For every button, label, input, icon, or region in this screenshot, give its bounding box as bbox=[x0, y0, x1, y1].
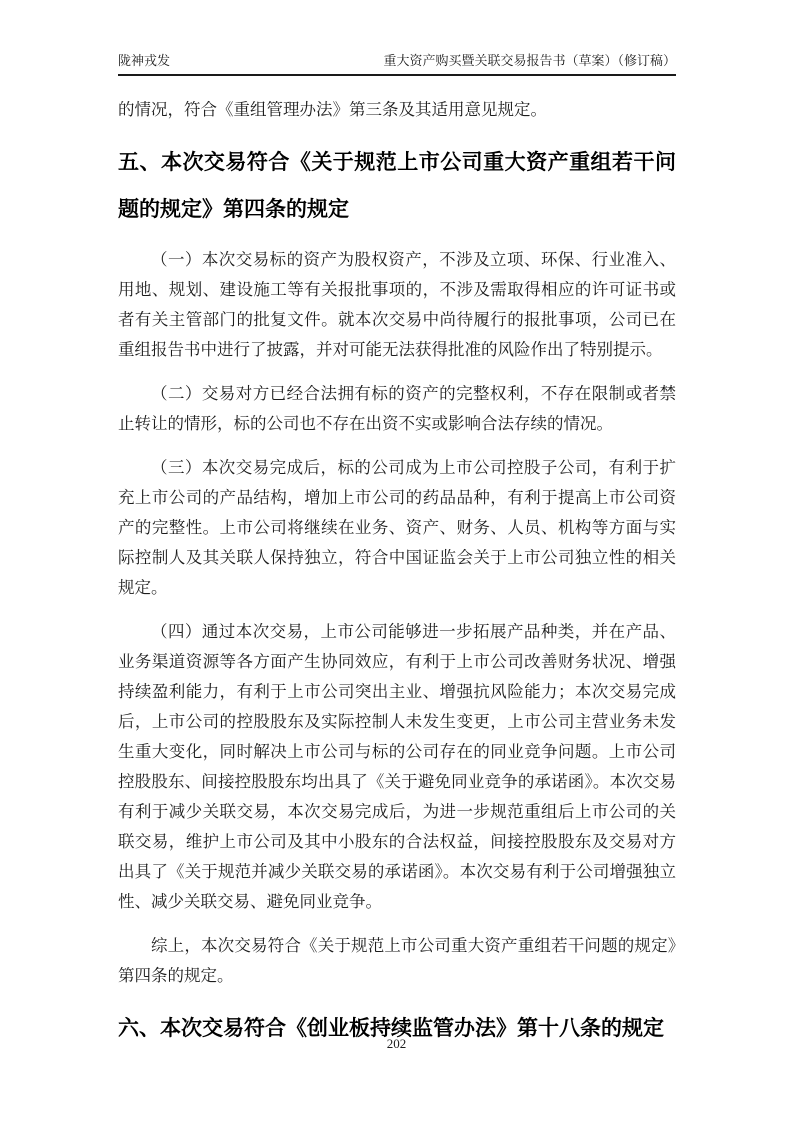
paragraph-item-4: （四）通过本次交易，上市公司能够进一步拓展产品种类，并在产品、业务渠道资源等各方面产生协同效应，有利于上市公司改善财务状况、增强持续盈利能力，有利于上市公司突出主业、增强抗风险能力；本次交易完成后，上市公司的控股股东及实际控制人未发生变更，上市公司主营业务未发生重大变化，同时解决上市公司与标的公司存在的同业竞争问题。上市公司控股股东、间接控股股东均出具了《关于避免同业竞争的承诺函》。本次交易有利于减少关联交易，本次交易完成后，为进一步规范重组后上市公司的关联交易，维护上市公司及其中小股东的合法权益，间接控股股东及交易对方出具了《关于规范并减少关联交易的承诺函》。本次交易有利于公司增强独立性、减少关联交易、避免同业竞争。 bbox=[118, 622, 676, 911]
paragraph-item-1: （一）本次交易标的资产为股权资产，不涉及立项、环保、行业准入、用地、规划、建设施工等有关报批事项的，不涉及需取得相应的许可证书或者有关主管部门的批复文件。就本次交易中尚待履行的报批事项，公司已在重组报告书中进行了披露，并对可能无法获得批准的风险作出了特别提示。 bbox=[118, 250, 676, 359]
section-heading-5: 五、本次交易符合《关于规范上市公司重大资产重组若干问题的规定》第四条的规定 bbox=[118, 151, 676, 221]
page-number: 202 bbox=[386, 1036, 407, 1051]
page-footer bbox=[0, 1036, 793, 1052]
section-heading-6: 六、本次交易符合《创业板持续监管办法》第十八条的规定 bbox=[118, 1017, 664, 1040]
document-body bbox=[118, 95, 676, 1052]
page-header bbox=[118, 52, 676, 76]
paragraph-summary: 综上，本次交易符合《关于规范上市公司重大资产重组若干问题的规定》第四条的规定。 bbox=[118, 936, 676, 985]
continuation-paragraph: 的情况，符合《重组管理办法》第三条及其适用意见规定。 bbox=[118, 100, 547, 119]
header-document-title: 重大资产购买暨关联交易报告书（草案）（修订稿） bbox=[383, 53, 676, 68]
paragraph-item-3: （三）本次交易完成后，标的公司成为上市公司控股子公司，有利于扩充上市公司的产品结构，增加上市公司的药品品种，有利于提高上市公司资产的完整性。上市公司将继续在业务、资产、财务、人员、机构等方面与实际控制人及其关联人保持独立，符合中国证监会关于上市公司独立性的相关规定。 bbox=[118, 458, 676, 597]
header-company-name: 陇神戎发 bbox=[118, 53, 171, 68]
paragraph-item-2: （二）交易对方已经合法拥有标的资产的完整权利，不存在限制或者禁止转让的情形，标的公司也不存在出资不实或影响合法存续的情况。 bbox=[118, 384, 676, 433]
